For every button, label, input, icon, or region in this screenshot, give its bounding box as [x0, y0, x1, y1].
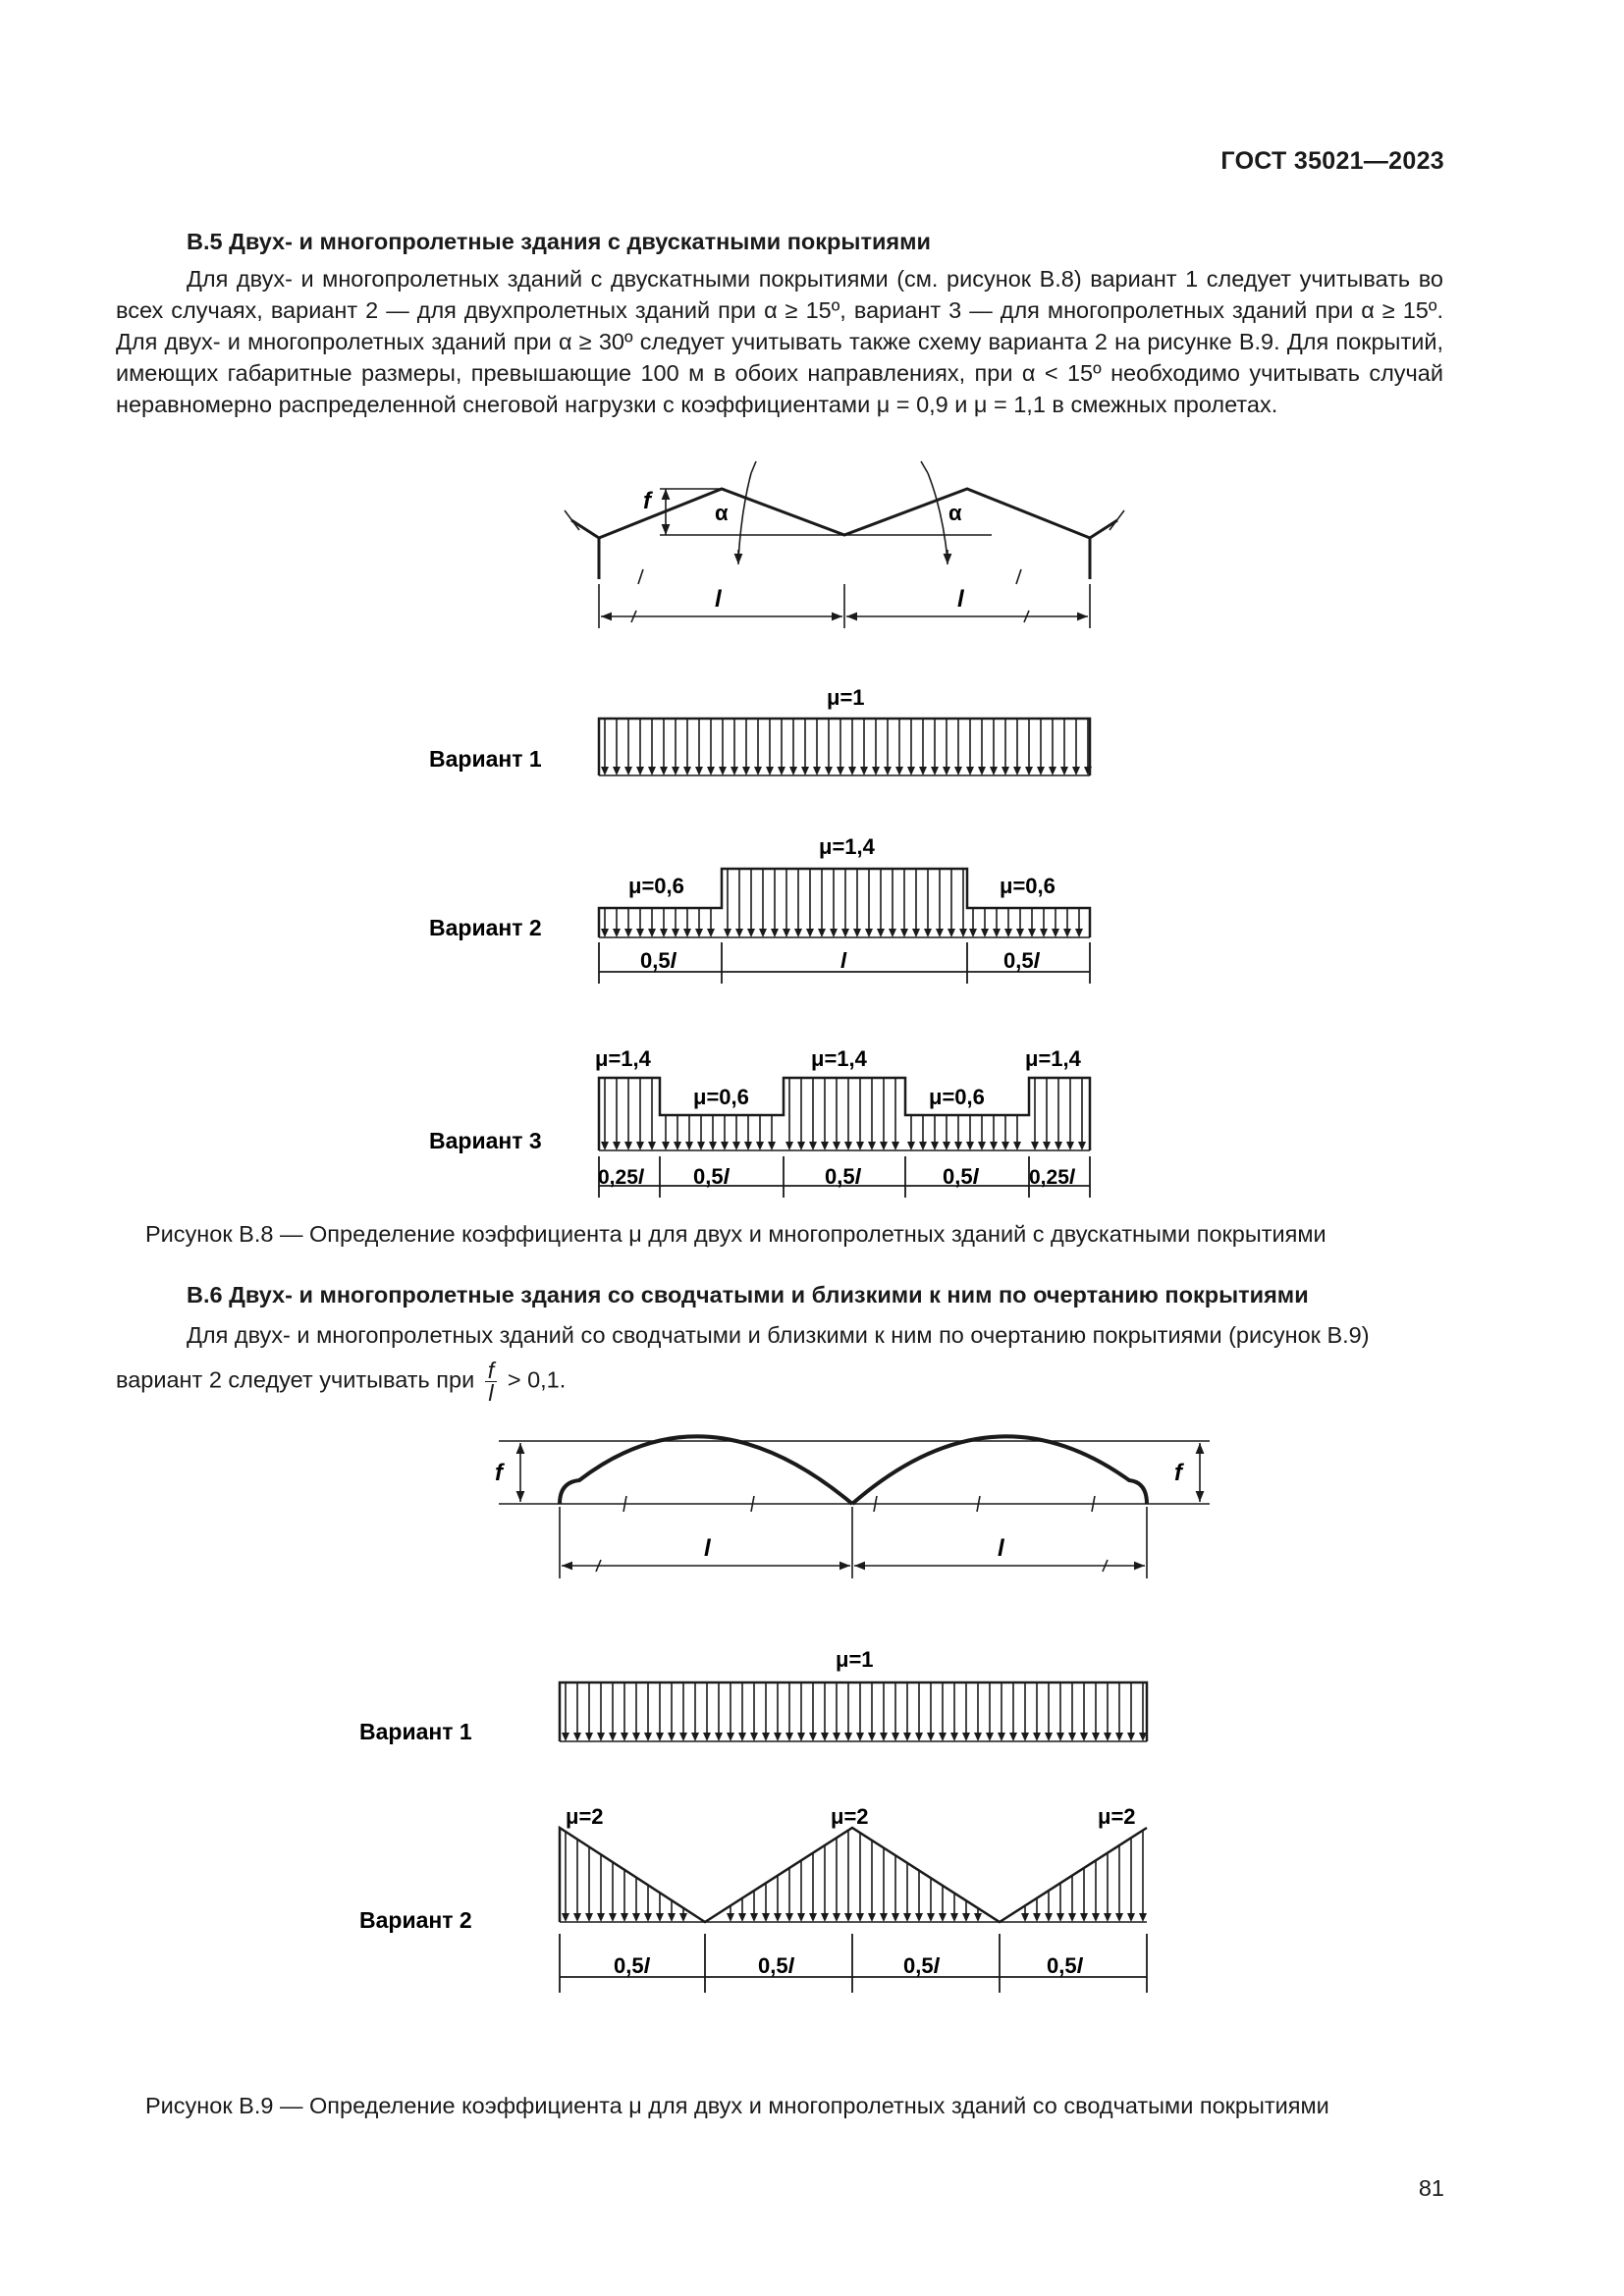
b9-v2-arrow-head: [609, 1913, 617, 1922]
b9-v2-arrow-head: [844, 1913, 852, 1922]
b9-v2-arrow-head: [892, 1913, 899, 1922]
b9-v2-arrow-head: [621, 1913, 628, 1922]
b8-v2-dim-mid: l: [840, 948, 847, 973]
b9-v1-mu: μ=1: [836, 1647, 874, 1672]
b9-v2-arrow-head: [833, 1913, 840, 1922]
figure-b9-caption: Рисунок В.9 — Определение коэффициента μ для двух и многопролетных зданий со сводчатыми покрытиями: [145, 2093, 1329, 2118]
b9-v1-arrow-head: [892, 1733, 899, 1741]
b8-l-left: l: [715, 586, 722, 613]
b8-variant1-label: Вариант 1: [429, 746, 542, 772]
b9-v2-arrow-head: [774, 1913, 782, 1922]
b9-v1-arrow-head: [927, 1733, 935, 1741]
b9-v1-arrow-head: [668, 1733, 676, 1741]
b9-v2-arrow-head: [856, 1913, 864, 1922]
b9-v1-arrow-head: [597, 1733, 605, 1741]
b9-v2-mu-mid: μ=2: [831, 1804, 869, 1829]
b9-v2-arrow-head: [1092, 1913, 1100, 1922]
b9-v2-arrow-head: [797, 1913, 805, 1922]
b9-v1-arrow-head: [950, 1733, 958, 1741]
section-b6-text-after: > 0,1.: [507, 1366, 567, 1393]
b9-f-right: f: [1174, 1460, 1182, 1486]
b9-v1-arrow-head: [691, 1733, 699, 1741]
page-number: 81: [1418, 2175, 1444, 2201]
b9-l-left: l: [704, 1535, 711, 1562]
b9-v1-arrow-head: [797, 1733, 805, 1741]
document-code: ГОСТ 35021—2023: [1220, 147, 1444, 175]
b9-v2-arrow-head: [915, 1913, 923, 1922]
b9-v1-arrow-head: [1092, 1733, 1100, 1741]
section-b6-text-before: вариант 2 следует учитывать при: [116, 1366, 475, 1393]
b9-v1-arrow-head: [1115, 1733, 1123, 1741]
b9-v2-arrow-head: [597, 1913, 605, 1922]
b8-alpha-left: α: [715, 501, 729, 525]
b9-v2-arrow-head: [573, 1913, 581, 1922]
section-b6-title: В.6 Двух- и многопролетные здания со сводчатыми и близкими к ним по очертанию покрытиями: [187, 1282, 1309, 1308]
b9-v1-arrow-head: [703, 1733, 711, 1741]
b9-v2-arrow-head: [762, 1913, 770, 1922]
b9-v2-arrow-head: [1068, 1913, 1076, 1922]
b9-v1-arrow-head: [962, 1733, 970, 1741]
b9-v2-dim-2: 0,5l: [758, 1953, 794, 1978]
b9-v1-arrow-head: [974, 1733, 982, 1741]
b9-v2-arrow-head: [903, 1913, 911, 1922]
b9-l-right: l: [998, 1535, 1004, 1562]
b8-v3-dim-3: 0,5l: [825, 1164, 861, 1189]
b9-v1-arrow-head: [833, 1733, 840, 1741]
b9-v2-arrow-head: [927, 1913, 935, 1922]
b9-v2-arrow-head: [656, 1913, 664, 1922]
b8-v3-mu-2: μ=0,6: [693, 1085, 749, 1109]
b9-v2-arrow-head: [821, 1913, 829, 1922]
b9-v1-arrow-head: [1080, 1733, 1088, 1741]
b9-v2-arrow-head: [868, 1913, 876, 1922]
b9-v1-arrow-head: [762, 1733, 770, 1741]
section-b5-title: В.5 Двух- и многопролетные здания с двускатными покрытиями: [187, 229, 931, 254]
b9-v1-arrow-head: [679, 1733, 687, 1741]
b9-v1-arrow-head: [868, 1733, 876, 1741]
b9-v2-arrow-head: [1021, 1913, 1029, 1922]
b9-v1-arrow-head: [986, 1733, 994, 1741]
b9-v1-arrow-head: [1021, 1733, 1029, 1741]
b9-v1-arrow-head: [1056, 1733, 1064, 1741]
b9-v1-arrow-head: [1045, 1733, 1053, 1741]
b9-v2-arrow-head: [727, 1913, 734, 1922]
frac-numerator: f: [485, 1360, 498, 1382]
b8-v2-dim-right: 0,5l: [1003, 948, 1040, 973]
b9-v1-arrow-head: [1009, 1733, 1017, 1741]
b9-v2-mu-right: μ=2: [1098, 1804, 1136, 1829]
b9-v2-dim-1: 0,5l: [614, 1953, 650, 1978]
b9-v1-arrow-head: [609, 1733, 617, 1741]
b9-v1-arrow-head: [750, 1733, 758, 1741]
frac-denominator: l: [488, 1380, 494, 1406]
b8-v3-mu-3: μ=1,4: [811, 1046, 867, 1071]
b9-v1-arrow-head: [585, 1733, 593, 1741]
b9-v2-arrow-head: [738, 1913, 746, 1922]
b8-v2-mu-left: μ=0,6: [628, 874, 684, 898]
b8-v3-dim-2: 0,5l: [693, 1164, 730, 1189]
b8-l-right: l: [957, 586, 964, 613]
b9-v1-arrow-head: [774, 1733, 782, 1741]
section-b6-text-line1: Для двух- и многопролетных зданий со сводчатыми и близкими к ним по очертанию покрытиями (рисунок В.9): [187, 1322, 1370, 1348]
b9-v2-arrow-head: [668, 1913, 676, 1922]
b9-v2-arrow-head: [880, 1913, 888, 1922]
b9-v2-arrow-head: [1080, 1913, 1088, 1922]
b9-v2-arrow-head: [1115, 1913, 1123, 1922]
b9-v2-arrow-head: [1056, 1913, 1064, 1922]
b9-v2-arrow-head: [939, 1913, 947, 1922]
b9-v1-arrow-head: [727, 1733, 734, 1741]
b9-v2-mu-left: μ=2: [566, 1804, 604, 1829]
b8-variant2-label: Вариант 2: [429, 915, 542, 940]
b8-v1-mu: μ=1: [827, 685, 865, 710]
b9-v1-arrow-head: [738, 1733, 746, 1741]
b9-v1-arrow-head: [1127, 1733, 1135, 1741]
b9-v2-arrow-head: [809, 1913, 817, 1922]
b8-v3-dim-5: 0,25l: [1029, 1166, 1075, 1189]
b9-v2-arrow-head: [679, 1913, 687, 1922]
b8-v3-mu-4: μ=0,6: [929, 1085, 985, 1109]
b9-v2-arrow-head: [632, 1913, 640, 1922]
b9-v2-arrow-head: [1045, 1913, 1053, 1922]
b9-v2-arrow-head: [962, 1913, 970, 1922]
b8-alpha-right: α: [948, 501, 962, 525]
b9-v1-arrow-head: [573, 1733, 581, 1741]
b9-v2-arrow-head: [785, 1913, 793, 1922]
b8-v2-mu-right: μ=0,6: [1000, 874, 1056, 898]
b9-v2-dim-4: 0,5l: [1047, 1953, 1083, 1978]
b9-v2-arrow-head: [1139, 1913, 1147, 1922]
b8-v3-dim-1: 0,25l: [598, 1166, 644, 1189]
b9-v2-dim-3: 0,5l: [903, 1953, 940, 1978]
b9-f-left: f: [495, 1460, 503, 1486]
b8-v2-mu-mid: μ=1,4: [819, 834, 875, 859]
b9-v1-arrow-head: [915, 1733, 923, 1741]
b9-v2-arrow-head: [562, 1913, 569, 1922]
b9-v1-arrow-head: [785, 1733, 793, 1741]
b9-v2-arrow-head: [950, 1913, 958, 1922]
b9-v1-arrow-head: [715, 1733, 723, 1741]
b9-v1-arrow-head: [562, 1733, 569, 1741]
b8-variant3-label: Вариант 3: [429, 1128, 542, 1153]
b9-v2-arrow-head: [644, 1913, 652, 1922]
b9-v1-arrow-head: [880, 1733, 888, 1741]
b8-v3-mu-5: μ=1,4: [1025, 1046, 1081, 1071]
section-b5-text: Для двух- и многопролетных зданий с двускатными покрытиями (см. рисунок В.8) вариант 1 следует учитывать во всех случаях, вариант 2 — для двухпролетных зданий при α ≥ 15º, вариант 3 — для многопролетных зданий при α ≥ 15º. Для двух- и многопролетных зданий при α ≥ 30º следует учитывать также схему варианта 2 на рисунке В.9. Для покрытий, имеющих габаритные размеры, превышающие 100 м в обоих направлениях, при α < 15º необходимо учитывать случай неравномерно распределенной снеговой нагрузки с коэффициентами μ = 0,9 и μ = 1,1 в смежных пролетах.: [116, 266, 1443, 417]
b9-v2-arrow-head: [1104, 1913, 1111, 1922]
b9-v1-arrow-head: [809, 1733, 817, 1741]
b8-v2-dim-left: 0,5l: [640, 948, 677, 973]
b9-v1-arrow-head: [632, 1733, 640, 1741]
b9-variant2-label: Вариант 2: [359, 1907, 472, 1933]
b9-v1-arrow-head: [644, 1733, 652, 1741]
b9-v1-arrow-head: [856, 1733, 864, 1741]
b9-v2-arrow-head: [1127, 1913, 1135, 1922]
b9-v1-arrow-head: [821, 1733, 829, 1741]
b9-v1-arrow-head: [903, 1733, 911, 1741]
b9-v2-arrow-head: [1033, 1913, 1041, 1922]
b9-v1-arrow-head: [939, 1733, 947, 1741]
b9-v1-arrow-head: [656, 1733, 664, 1741]
b9-v2-arrow-head: [974, 1913, 982, 1922]
b9-v1-arrow-head: [998, 1733, 1005, 1741]
b9-v1-arrow-head: [1068, 1733, 1076, 1741]
b9-v1-arrow-head: [844, 1733, 852, 1741]
b9-v1-arrow-head: [1033, 1733, 1041, 1741]
figure-b8-caption: Рисунок В.8 — Определение коэффициента μ для двух и многопролетных зданий с двускатными покрытиями: [145, 1221, 1326, 1247]
b9-v1-arrow-head: [621, 1733, 628, 1741]
b8-v3-dim-4: 0,5l: [943, 1164, 979, 1189]
b9-v1-arrow-head: [1104, 1733, 1111, 1741]
b9-variant1-label: Вариант 1: [359, 1719, 472, 1744]
b9-v2-arrow-head: [750, 1913, 758, 1922]
b8-v3-mu-1: μ=1,4: [595, 1046, 651, 1071]
b8-f-label: f: [643, 488, 651, 514]
b9-v2-arrow-head: [585, 1913, 593, 1922]
